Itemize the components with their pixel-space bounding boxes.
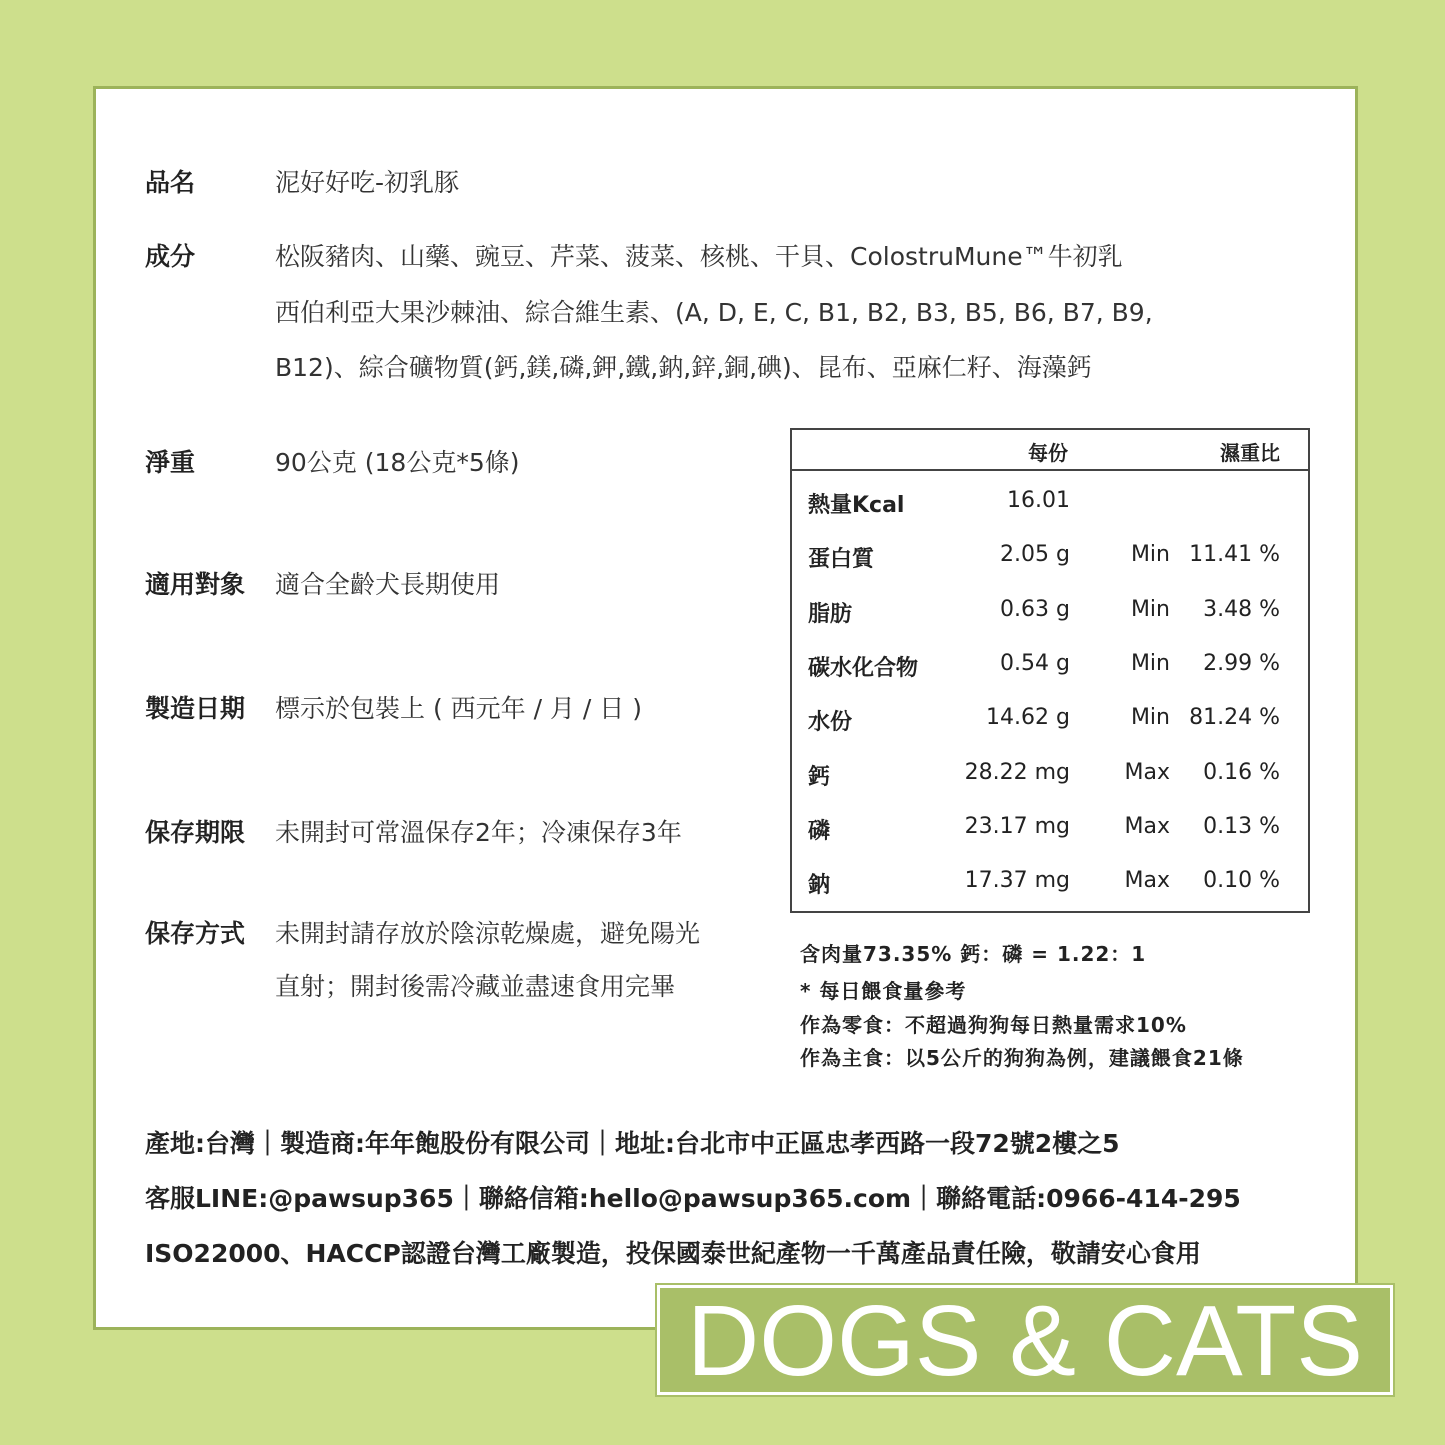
date-value: 標示於包裝上 ( 西元年 / 月 / 日 ) [275,694,642,723]
ingredients-line: 松阪豬肉、山藥、豌豆、芹菜、菠菜、核桃、干貝、ColostruMune™牛初乳 [275,242,1123,271]
dogs-cats-badge: DOGS & CATS [657,1285,1393,1395]
name-value: 泥好好吃-初乳豚 [275,168,460,197]
nutrient-name: 鈣 [808,764,831,790]
weight-label: 淨重 [145,448,196,477]
nutrient-name: 鈉 [808,873,831,899]
per-serving-value: 0.63 g [1000,596,1070,622]
min-max-label: Min [1130,650,1170,676]
storage-label: 保存方式 [145,919,246,948]
table-row [792,808,1308,848]
target-value: 適合全齡犬長期使用 [275,570,501,599]
table-row [792,699,1308,739]
min-max-label: Min [1130,705,1170,731]
header-wet-ratio: 濕重比 [1220,441,1280,465]
storage-line: 未開封請存放於陰涼乾燥處，避免陽光 [275,919,701,948]
min-max-label: Max [1124,759,1170,785]
footer-origin: 產地:台灣｜製造商:年年飽股份有限公司｜地址:台北市中正區忠孝西路一段72號2樓之5 [145,1129,1120,1158]
per-serving-value: 2.05 g [1000,542,1070,568]
wet-ratio-value: 0.13 % [1203,813,1280,839]
target-label: 適用對象 [145,570,246,599]
name-label: 品名 [145,168,196,197]
date-label: 製造日期 [145,694,246,723]
wet-ratio-value: 81.24 % [1189,705,1280,731]
meat-content-note: 含肉量73.35% 鈣：磷 = 1.22：1 [800,942,1147,966]
nutrient-name: 熱量Kcal [808,493,905,518]
shelf-label: 保存期限 [145,818,246,847]
table-row [792,862,1308,902]
shelf-value: 未開封可常溫保存2年；冷凍保存3年 [275,818,682,847]
meal-note: 作為主食：以5公斤的狗狗為例，建議餵食21條 [800,1046,1244,1070]
per-serving-value: 14.62 g [986,705,1070,731]
weight-value: 90公克 (18公克*5條) [275,448,520,477]
table-row [792,645,1308,685]
table-row [792,754,1308,794]
per-serving-value: 28.22 mg [964,759,1070,785]
footer-certification: ISO22000、HACCP認證台灣工廠製造，投保國泰世紀產物一千萬產品責任險，敬請安心食用 [145,1239,1201,1268]
storage-line: 直射；開封後需冷藏並盡速食用完畢 [275,972,676,1001]
nutrient-name: 脂肪 [808,601,853,627]
wet-ratio-value: 2.99 % [1203,650,1280,676]
per-serving-value: 17.37 mg [964,868,1070,894]
header-per-serving: 每份 [1028,441,1068,465]
table-row [792,482,1308,522]
nutrient-name: 磷 [808,818,831,844]
per-serving-value: 23.17 mg [964,813,1070,839]
nutrient-name: 碳水化合物 [808,655,919,681]
ingredients-line: B12)、綜合礦物質(鈣,鎂,磷,鉀,鐵,鈉,鋅,銅,碘)、昆布、亞麻仁籽、海藻鈣 [275,353,1092,382]
ingredients-line: 西伯利亞大果沙棘油、綜合維生素、(A, D, E, C, B1, B2, B3, B5, B6, B7, B9, [275,298,1153,327]
per-serving-value: 0.54 g [1000,650,1070,676]
per-serving-value: 16.01 [1007,488,1070,513]
ingredients-label: 成分 [145,242,196,271]
nutrient-name: 蛋白質 [808,547,875,573]
min-max-label: Min [1130,542,1170,568]
table-header [792,430,1308,471]
wet-ratio-value: 3.48 % [1203,596,1280,622]
wet-ratio-value: 11.41 % [1189,542,1280,568]
wet-ratio-value: 0.10 % [1203,868,1280,894]
min-max-label: Min [1130,596,1170,622]
footer-contact: 客服LINE:@pawsup365｜聯絡信箱:hello@pawsup365.com｜聯絡電話:0966-414-295 [145,1184,1241,1213]
min-max-label: Max [1124,813,1170,839]
wet-ratio-value: 0.16 % [1203,759,1280,785]
snack-note: 作為零食：不超過狗狗每日熱量需求10% [800,1013,1187,1037]
min-max-label: Max [1124,868,1170,894]
nutrition-table [790,428,1310,913]
table-row [792,591,1308,631]
table-row [792,536,1308,576]
nutrient-name: 水份 [808,710,853,736]
feeding-title: * 每日餵食量參考 [800,979,967,1003]
